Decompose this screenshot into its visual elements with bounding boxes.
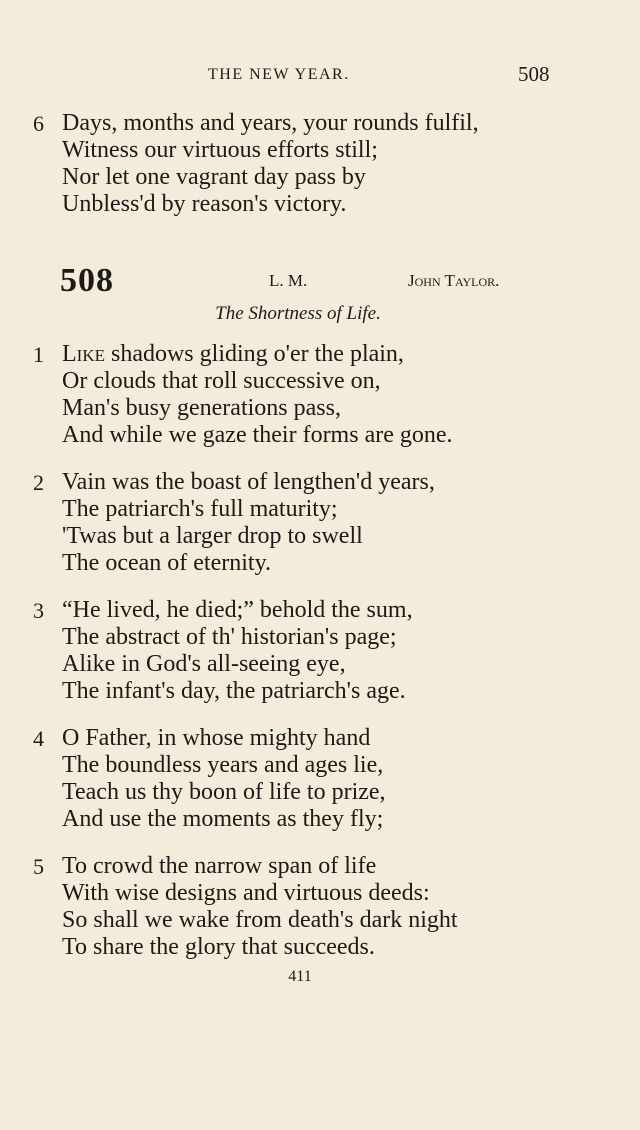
- verse-line: [0, 853, 640, 880]
- verse-line: [0, 880, 640, 907]
- verse-first-line-rest: shadows gliding o'er the plain,: [104, 341, 404, 367]
- previous-hymn-stanza-6: [0, 110, 640, 218]
- hymn-meter: L. M.: [269, 271, 308, 290]
- verse-line: [0, 341, 640, 368]
- verse-text: O Father, in whose mighty hand: [62, 725, 371, 751]
- hymn-stanza-5: [0, 853, 640, 961]
- verse-text: Vain was the boast of lengthen'd years,: [62, 469, 435, 495]
- verse-text: To share the glory that succeeds.: [62, 934, 375, 960]
- stanza-number: 2: [33, 470, 44, 495]
- verse-line: [0, 422, 640, 449]
- verse-line: [0, 523, 640, 550]
- hymn-stanza-1: [0, 341, 640, 449]
- stanza-number: 5: [33, 854, 44, 879]
- hymn-stanza-2: [0, 469, 640, 577]
- verse-text: And use the moments as they fly;: [62, 806, 384, 832]
- footer-page-number: 411: [288, 968, 312, 985]
- verse-line: [0, 550, 640, 577]
- verse-text: Witness our virtuous efforts still;: [62, 137, 378, 163]
- verse-text: The boundless years and ages lie,: [62, 752, 384, 778]
- verse-text: Nor let one vagrant day pass by: [62, 164, 366, 190]
- verse-line: [0, 469, 640, 496]
- verse-text: The patriarch's full maturity;: [62, 496, 338, 522]
- stanza-number: 4: [33, 726, 44, 751]
- verse-text: Unbless'd by reason's victory.: [62, 191, 347, 217]
- verse-text: So shall we wake from death's dark night: [62, 907, 458, 933]
- verse-text: Alike in God's all-seeing eye,: [62, 651, 346, 677]
- verse-line: [0, 651, 640, 678]
- verse-text: Days, months and years, your rounds fulfil,: [62, 110, 479, 136]
- verse-line: [0, 191, 640, 218]
- verse-line: [0, 907, 640, 934]
- verse-line: [0, 678, 640, 705]
- verse-text: Man's busy generations pass,: [62, 395, 341, 421]
- hymn-author: John Taylor.: [408, 271, 500, 290]
- verse-line: [0, 779, 640, 806]
- verse-line: [0, 110, 640, 137]
- verse-line: [0, 806, 640, 833]
- verse-text: “He lived, he died;” behold the sum,: [62, 597, 413, 623]
- verse-text: [62, 341, 404, 368]
- verse-text: 'Twas but a larger drop to swell: [62, 523, 363, 549]
- verse-text: With wise designs and virtuous deeds:: [62, 880, 430, 906]
- verse-text: The abstract of th' historian's page;: [62, 624, 397, 650]
- stanza-number: 6: [33, 111, 44, 136]
- verse-first-word: Like: [62, 341, 105, 367]
- verse-text: To crowd the narrow span of life: [62, 853, 377, 879]
- verse-text: Or clouds that roll successive on,: [62, 368, 381, 394]
- verse-line: [0, 395, 640, 422]
- verse-line: [0, 368, 640, 395]
- running-header-page-number: 508: [518, 62, 550, 86]
- verse-text: Teach us thy boon of life to prize,: [62, 779, 386, 805]
- verse-line: [0, 624, 640, 651]
- verse-line: [0, 934, 640, 961]
- verse-line: [0, 137, 640, 164]
- hymn-title: The Shortness of Life.: [215, 303, 381, 324]
- verse-line: [0, 164, 640, 191]
- running-header-title: THE NEW YEAR.: [208, 66, 350, 83]
- verse-text: The ocean of eternity.: [62, 550, 272, 576]
- hymn-stanza-3: [0, 597, 640, 705]
- verse-line: [0, 597, 640, 624]
- bleed-through-decoration: [380, 68, 386, 95]
- verse-line: [0, 496, 640, 523]
- verse-text: And while we gaze their forms are gone.: [62, 422, 453, 448]
- hymn-stanza-4: [0, 725, 640, 833]
- hymn-number: 508: [60, 262, 114, 299]
- stanza-number: 1: [33, 342, 44, 367]
- verse-line: [0, 752, 640, 779]
- verse-text: The infant's day, the patriarch's age.: [62, 678, 406, 704]
- stanza-number: 3: [33, 598, 44, 623]
- verse-line: [0, 725, 640, 752]
